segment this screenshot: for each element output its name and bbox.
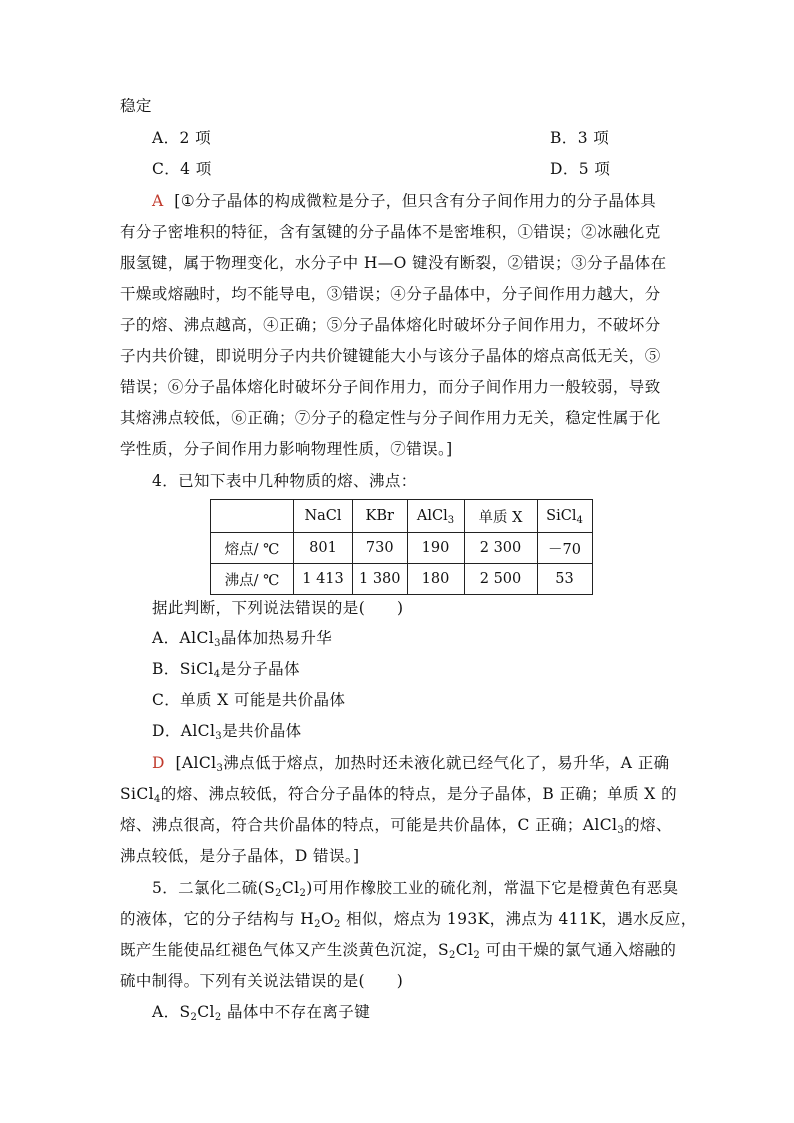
explanation-line: 错误；⑥分子晶体熔化时破坏分子间作用力，而分子间作用力一般较弱，导致 [120,378,661,396]
explanation-line: 干燥或熔融时，均不能导电，③错误；④分子晶体中，分子间作用力越大，分 [120,285,661,303]
explanation-text: [①分子晶体的构成微粒是分子，但只含有分子间作用力的分子晶体具 [174,192,657,210]
option-c: C．4 项 [152,160,212,178]
table-cell: 1 380 [353,564,408,595]
table-row [211,533,593,564]
table-cell: 2 300 [464,533,537,564]
explanation-line: 熔、沸点很高，符合共价晶体的特点，可能是共价晶体，C 正确；AlCl$_3$的熔、 [120,816,672,836]
option-d: D．AlCl$_3$是共价晶体 [152,722,302,742]
table-row-label: 沸点/ ℃ [211,564,294,595]
table-cell: 1 413 [294,564,353,595]
option-a: A．$S_2Cl_2$ 晶体中不存在离子键 [152,1003,371,1023]
table-cell: 801 [294,533,353,564]
option-a: A．2 项 [152,129,211,147]
option-row [152,128,712,148]
option-row [152,159,712,179]
explanation-line: 子内共价键，即说明分子内共价键键能大小与该分子晶体的熔点高低无关，⑤ [120,347,661,365]
question-5-stem: 既产生能使品红褪色气体又产生淡黄色沉淀，$S_2Cl_2$ 可由干燥的氯气通入熔融的 [120,941,677,961]
table-header-row [211,500,593,533]
table-cell: －70 [537,533,592,564]
melting-boiling-table [210,499,593,595]
option-a: A．AlCl$_3$晶体加热易升华 [152,629,333,649]
explanation-line: 子的熔、沸点越高，④正确；⑤分子晶体熔化时破坏分子间作用力，不破坏分 [120,316,661,334]
table-cell: 2 500 [464,564,537,595]
table-header-cell: AlCl$_3$ [407,500,464,533]
table-header-cell: SiCl$_4$ [537,500,592,533]
answer-letter: A [152,192,164,210]
table-row-label: 熔点/ ℃ [211,533,294,564]
question-4-stem: 4．已知下表中几种物质的熔、沸点： [152,472,417,490]
table-header-cell [211,500,294,533]
table-cell: 53 [537,564,592,595]
table-row [211,564,593,595]
question-5-stem: 的液体，它的分子结构与 $H_2O_2$ 相似，熔点为 193K，沸点为 411K，遇水反应， [120,910,697,930]
question-5-stem: 硫中制得。下列有关说法错误的是( ) [120,972,404,990]
explanation-line: 有分子密堆积的特征，含有氢键的分子晶体不是密堆积，①错误；②冰融化克 [120,223,661,241]
table-header-cell: KBr [353,500,408,533]
explanation-line: SiCl$_4$的熔、沸点较低，符合分子晶体的特点，是分子晶体，B 正确；单质 X 的 [120,785,677,805]
option-b: B．SiCl$_4$是分子晶体 [152,660,300,680]
question-5-stem: 5．二氯化二硫$(S_2Cl_2)$可用作橡胶工业的硫化剂，常温下它是橙黄色有恶臭 [152,879,679,899]
answer-letter: D [152,754,165,772]
question-4-prompt: 据此判断，下列说法错误的是( ) [152,599,404,617]
table-header-cell: NaCl [294,500,353,533]
explanation-line: 其熔沸点较低，⑥正确；⑦分子的稳定性与分子间作用力无关，稳定性属于化 [120,409,661,427]
explanation-line: 沸点较低，是分子晶体，D 错误。] [120,847,360,865]
table-cell: 180 [407,564,464,595]
table-cell: 730 [353,533,408,564]
explanation-line: 学性质，分子间作用力影响物理性质，⑦错误。] [120,440,453,458]
option-d: D．5 项 [550,160,611,178]
option-c: C．单质 X 可能是共价晶体 [152,691,346,709]
table-cell: 190 [407,533,464,564]
explanation-line: 服氢键，属于物理变化，水分子中 H—O 键没有断裂，②错误；③分子晶体在 [120,254,667,272]
table-header-cell: 单质 X [464,500,537,533]
question-continuation: 稳定 [120,97,152,115]
explanation-line [152,753,712,773]
option-b: B．3 项 [550,129,610,147]
explanation-text: [AlCl$_3$沸点低于熔点，加热时还未液化就已经气化了，易升华，A 正确 [175,754,670,774]
explanation-line [152,191,712,211]
